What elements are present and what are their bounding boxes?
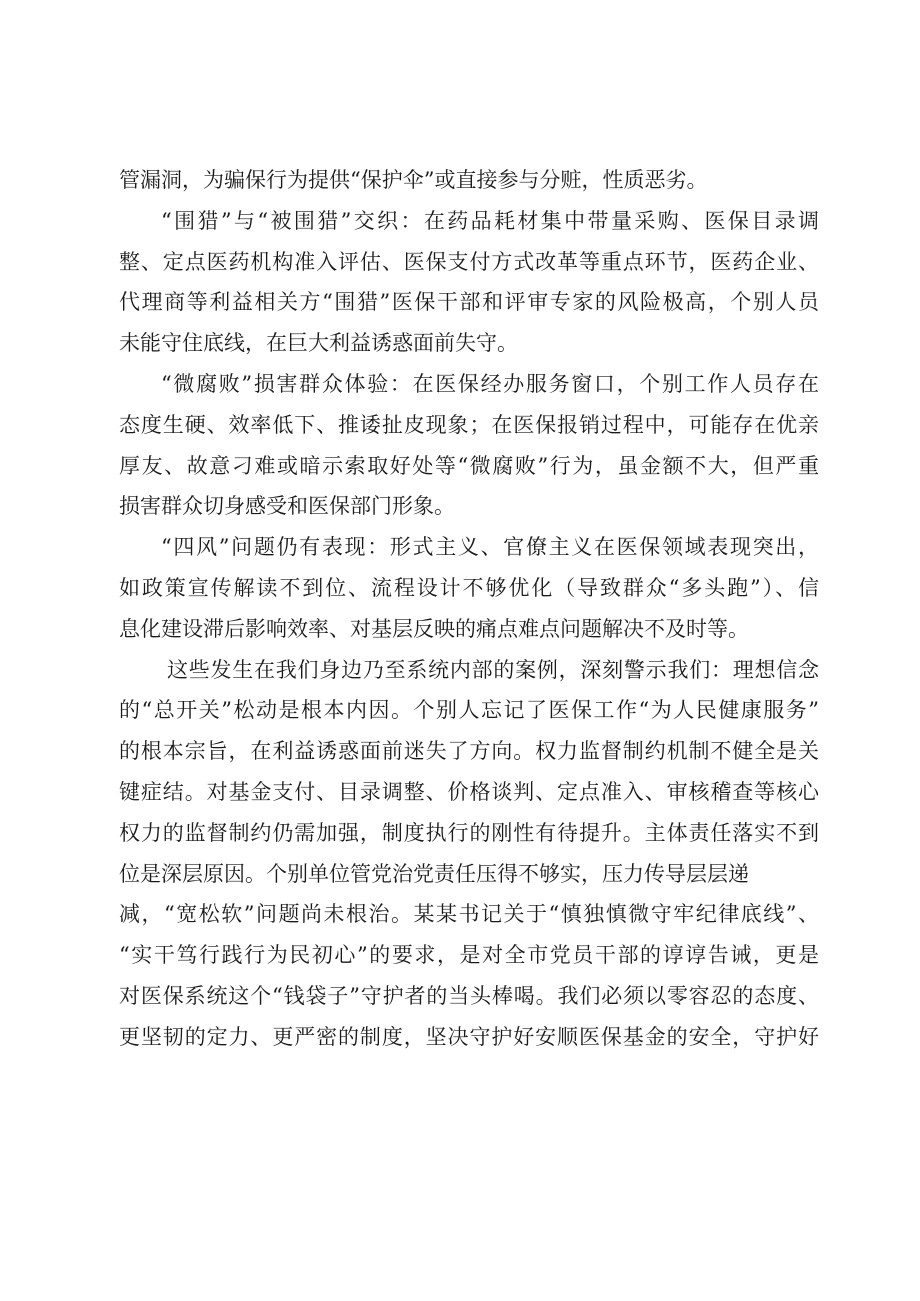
text-line: 对医保系统这个“钱袋子”守护者的当头棒喝。我们必须以零容忍的态度、 (119, 983, 819, 1008)
text-line: 代理商等利益相关方“围猎”医保干部和评审专家的风险极高，个别人员 (119, 290, 819, 315)
text-line: 的根本宗旨，在利益诱惑面前迷失了方向。权力监督制约机制不健全是关 (119, 739, 819, 764)
text-line: “围猎”与“被围猎”交织：在药品耗材集中带量采购、医保目录调 (161, 208, 819, 233)
text-line: 管漏洞，为骗保行为提供“保护伞”或直接参与分赃，性质恶劣。 (119, 168, 708, 192)
document-body (119, 160, 819, 1058)
text-line: 整、定点医药机构准入评估、医保支付方式改革等重点环节，医药企业、 (119, 249, 819, 274)
text-line: 这些发生在我们身边乃至系统内部的案例，深刻警示我们：理想信念 (167, 657, 819, 682)
text-line: 的“总开关”松动是根本内因。个别人忘记了医保工作“为人民健康服务” (119, 698, 819, 723)
text-line: 未能守住底线，在巨大利益诱惑面前失守。 (119, 331, 518, 356)
text-line: 位是深层原因。个别单位管党治党责任压得不够实，压力传导层层递 (119, 861, 749, 886)
text-line: 权力的监督制约仍需加强，制度执行的刚性有待提升。主体责任落实不到 (119, 820, 819, 845)
text-line: 更坚韧的定力、更严密的制度，坚决守护好安顺医保基金的安全，守护好 (119, 1024, 819, 1049)
text-line: 损害群众切身感受和医保部门形象。 (119, 494, 455, 519)
text-line: 减，“宽松软”问题尚未根治。某某书记关于“慎独慎微守牢纪律底线”、 (119, 902, 819, 927)
text-line: “实干笃行践行为民初心”的要求，是对全市党员干部的谆谆告诫，更是 (119, 943, 819, 968)
text-line: 厚友、故意刁难或暗示索取好处等“微腐败”行为，虽金额不大，但严重 (119, 453, 819, 478)
text-line: 如政策宣传解读不到位、流程设计不够优化（导致群众“多头跑”）、信 (119, 575, 819, 600)
text-line: 键症结。对基金支付、目录调整、价格谈判、定点准入、审核稽查等核心 (119, 779, 819, 804)
text-line: 息化建设滞后影响效率、对基层反映的痛点难点问题解决不及时等。 (119, 616, 749, 641)
text-line: 态度生硬、效率低下、推诿扯皮现象；在医保报销过程中，可能存在优亲 (119, 412, 819, 437)
text-line: “四风”问题仍有表现：形式主义、官僚主义在医保领域表现突出， (161, 535, 819, 560)
text-line: “微腐败”损害群众体验：在医保经办服务窗口，个别工作人员存在 (161, 371, 819, 396)
